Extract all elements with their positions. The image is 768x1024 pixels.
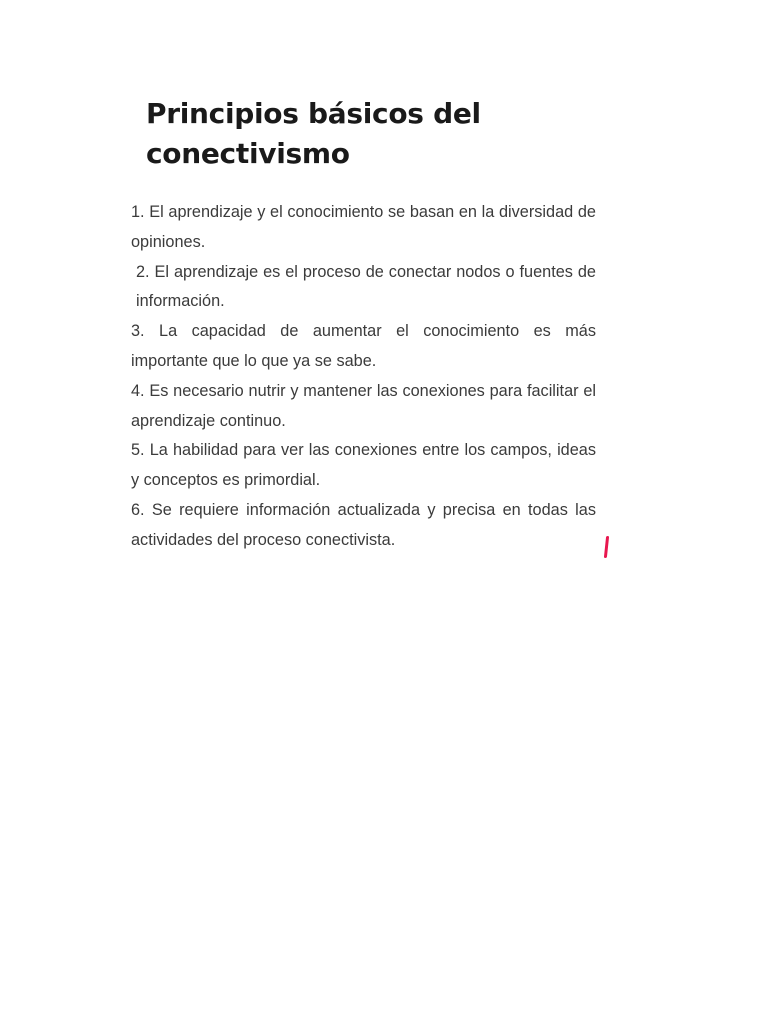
principle-item-6: 6. Se requiere información actualizada y precisa en todas las actividades del proceso conectivista. <box>131 500 596 549</box>
page-title: Principios básicos del conectivismo <box>146 97 481 170</box>
principle-item-1: 1. El aprendizaje y el conocimiento se basan en la diversidad de opiniones. <box>131 203 596 251</box>
accent-mark <box>604 536 609 558</box>
principle-item-5: 5. La habilidad para ver las conexiones entre los campos, ideas y conceptos es primordial. <box>131 441 596 490</box>
principle-item-4: 4. Es necesario nutrir y mantener las conexiones para facilitar el aprendizaje continuo. <box>131 381 596 430</box>
principles-list <box>131 198 596 556</box>
principle-item-2: 2. El aprendizaje es el proceso de conectar nodos o fuentes de información. <box>136 262 596 311</box>
principle-item-3: 3. La capacidad de aumentar el conocimiento es más importante que lo que ya se sabe. <box>131 322 596 370</box>
